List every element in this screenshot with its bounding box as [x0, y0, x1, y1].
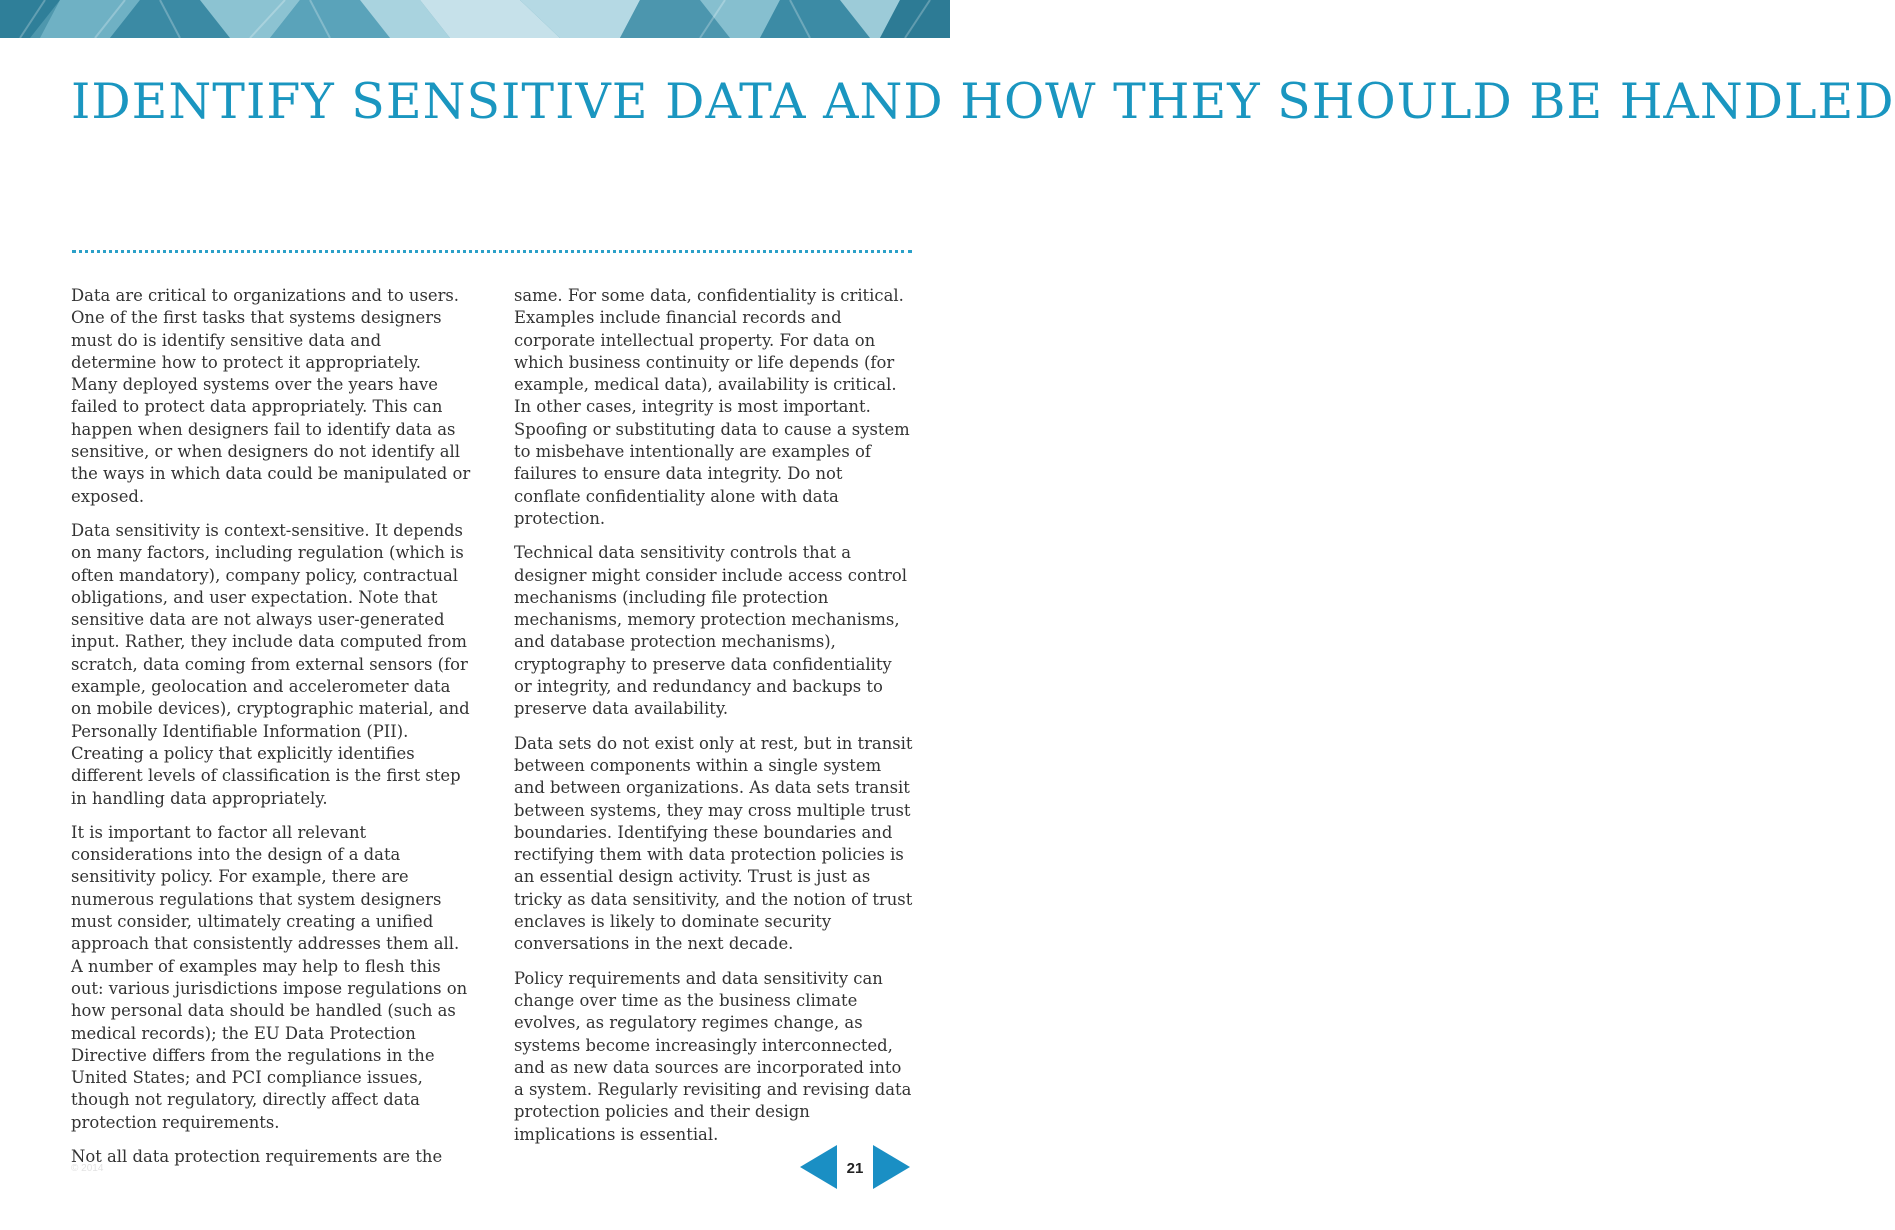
next-page-button[interactable] [873, 1145, 910, 1189]
paragraph: It is important to factor all relevant considerations into the design of a data sensitivity policy. For example, there are numerous regulations that system designers must consider, ultimately creating a unified approach that consistently addresses them all. A number of examples may help to flesh this out: various jurisdictions impose regulations on how personal data should be handled (such as medical records); the EU Data Protection Directive differs from the regulations in the United States; and PCI compliance issues, though not regulatory, directly affect data protection requirements. [71, 822, 468, 1132]
page-title: IDENTIFY SENSITIVE DATA AND HOW THEY SHOULD BE HANDLED [71, 73, 1895, 130]
paragraph: Data sets do not exist only at rest, but in transit between components within a single system and between organizations. As data sets transit between systems, they may cross multiple trust boundaries. Identifying these boundaries and rectifying them with data protection policies is an essential design activity. Trust is just as tricky as data sensitivity, and the notion of trust enclaves is likely to dominate security conversations in the next decade. [514, 733, 913, 954]
banner-pattern [0, 0, 950, 38]
paragraph: Data sensitivity is context-sensitive. It depends on many factors, including regulation (which is often mandatory), company policy, contractual obligations, and user expectation. Note that sensitive data are not always user-generated input. Rather, they include data computed from scratch, data coming from external sensors (for example, geolocation and accelerometer data on mobile devices), cryptographic material, and Personally Identifiable Information (PII). Creating a policy that explicitly identifies different levels of classification is the first step in handling data appropriately. [71, 520, 470, 808]
title-divider [72, 250, 912, 253]
page-number: 21 [846, 1160, 864, 1177]
paragraph: Technical data sensitivity controls that a designer might consider include access control mechanisms (including file protection mechanisms, memory protection mechanisms, and database protection mechanisms), cryptography to preserve data confidentiality or integrity, and redundancy and backups to preserve data availability. [514, 543, 907, 719]
header-banner [0, 0, 950, 38]
paragraph: same. For some data, confidentiality is critical. Examples include financial records and corporate intellectual property. For data on which business continuity or life depends (for example, medical data), availability is critical. In other cases, integrity is most important. Spoofing or substituting data to cause a system to misbehave intentionally are examples of failures to ensure data integrity. Do not conflate confidentiality alone with data protection. [514, 286, 910, 528]
paragraph: Data are critical to organizations and to users. One of the first tasks that systems designers must do is identify sensitive data and determine how to protect it appropriately. Many deployed systems over the years have failed to protect data appropriately. This can happen when designers fail to identify data as sensitive, or when designers do not identify all the ways in which data could be manipulated or exposed. [71, 286, 471, 506]
copyright-notice: © 2014 [71, 1163, 104, 1174]
triangle-left-icon [800, 1145, 837, 1189]
left-column [71, 285, 471, 1180]
previous-page-button[interactable] [800, 1145, 837, 1189]
paragraph: Not all data protection requirements are the [71, 1146, 443, 1166]
triangle-right-icon [873, 1145, 910, 1189]
right-column [514, 285, 914, 1158]
paragraph: Policy requirements and data sensitivity can change over time as the business climate evolves, as regulatory regimes change, as systems become increasingly interconnected, and as new data sources are incorporated into a system. Regularly revisiting and revising data protection policies and their design implications is essential. [514, 968, 912, 1144]
